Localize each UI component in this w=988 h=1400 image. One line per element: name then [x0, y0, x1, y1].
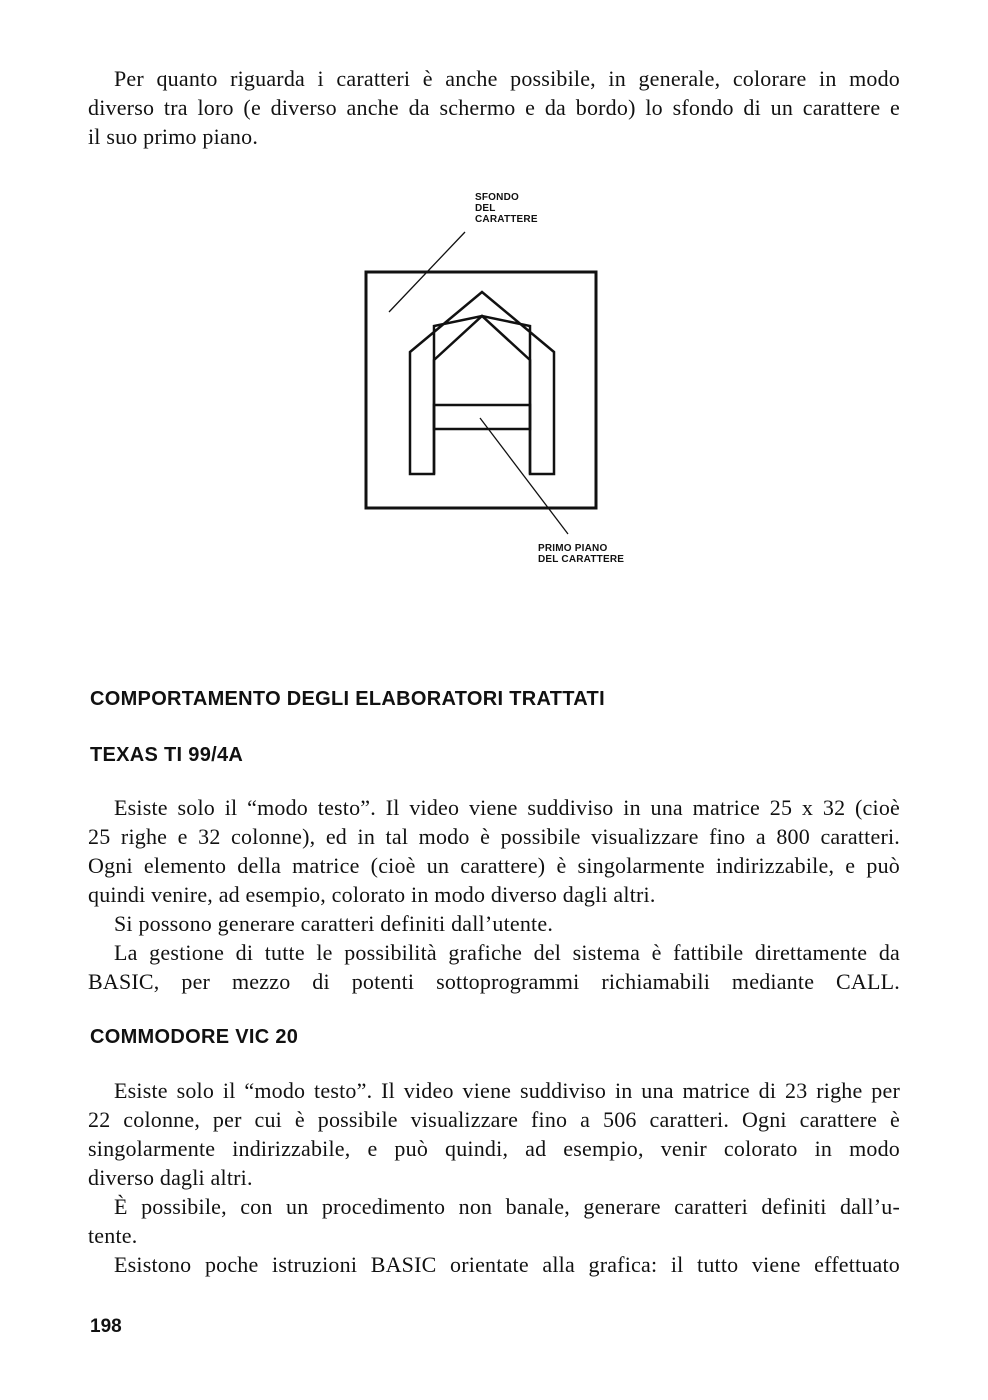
text-line: È possibile, con un procedimento non banale, generare caratteri definiti dall’u- [114, 1194, 900, 1219]
foreground-label [538, 543, 624, 565]
glyph-crossbar [434, 405, 530, 429]
text-line: quindi venire, ad esempio, colorato in modo diverso dagli altri. [88, 882, 656, 907]
character-cell-outline [366, 272, 596, 508]
label-line: DEL CARATTERE [538, 554, 625, 565]
glyph-outer-outline [410, 292, 554, 474]
text-line: diverso dagli altri. [88, 1165, 253, 1190]
text-line: Per quanto riguarda i caratteri è anche possibile, in generale, colorare in modo [114, 66, 900, 91]
texas-heading: TEXAS TI 99/4A [90, 744, 244, 766]
page-number: 198 [90, 1316, 122, 1337]
character-diagram [0, 0, 988, 620]
label-line: CARATTERE [475, 214, 538, 225]
commodore-heading: COMMODORE VIC 20 [90, 1026, 299, 1048]
text-line: singolarmente indirizzabile, e può quindi, ad esempio, venir colorato in modo [88, 1136, 900, 1161]
text-line: diverso tra loro (e diverso anche da schermo e da bordo) lo sfondo di un carattere e [88, 95, 900, 120]
text-line: BASIC, per mezzo di potenti sottoprogrammi richiamabili mediante CALL. [88, 969, 900, 994]
label-line: DEL [475, 203, 496, 214]
section-title: COMPORTAMENTO DEGLI ELABORATORI TRATTATI [90, 688, 605, 710]
texas-paragraph [88, 793, 900, 996]
glyph-inner-outline [434, 316, 530, 474]
text-line: Esiste solo il “modo testo”. Il video viene suddiviso in una matrice 25 x 32 (cioè [114, 795, 900, 820]
label-line: PRIMO PIANO [538, 543, 608, 554]
text-line: Esiste solo il “modo testo”. Il video viene suddiviso in una matrice di 23 righe per [114, 1078, 900, 1103]
text-line: tente. [88, 1223, 138, 1248]
text-line: 25 righe e 32 colonne), ed in tal modo è possibile visualizzare fino a 800 caratteri. [88, 824, 900, 849]
commodore-paragraph [88, 1076, 900, 1279]
text-line: Esistono poche istruzioni BASIC orientate alla grafica: il tutto viene effettuato [114, 1252, 900, 1277]
text-line: La gestione di tutte le possibilità grafiche del sistema è fattibile direttamente da [114, 940, 900, 965]
background-label [475, 192, 538, 225]
text-line: 22 colonne, per cui è possibile visualizzare fino a 506 caratteri. Ogni carattere è [88, 1107, 900, 1132]
label-line: SFONDO [475, 192, 519, 203]
text-line: Si possono generare caratteri definiti dall’utente. [114, 911, 554, 936]
text-line: Ogni elemento della matrice (cioè un carattere) è singolarmente indirizzabile, e può [88, 853, 900, 878]
text-line: il suo primo piano. [88, 124, 259, 149]
